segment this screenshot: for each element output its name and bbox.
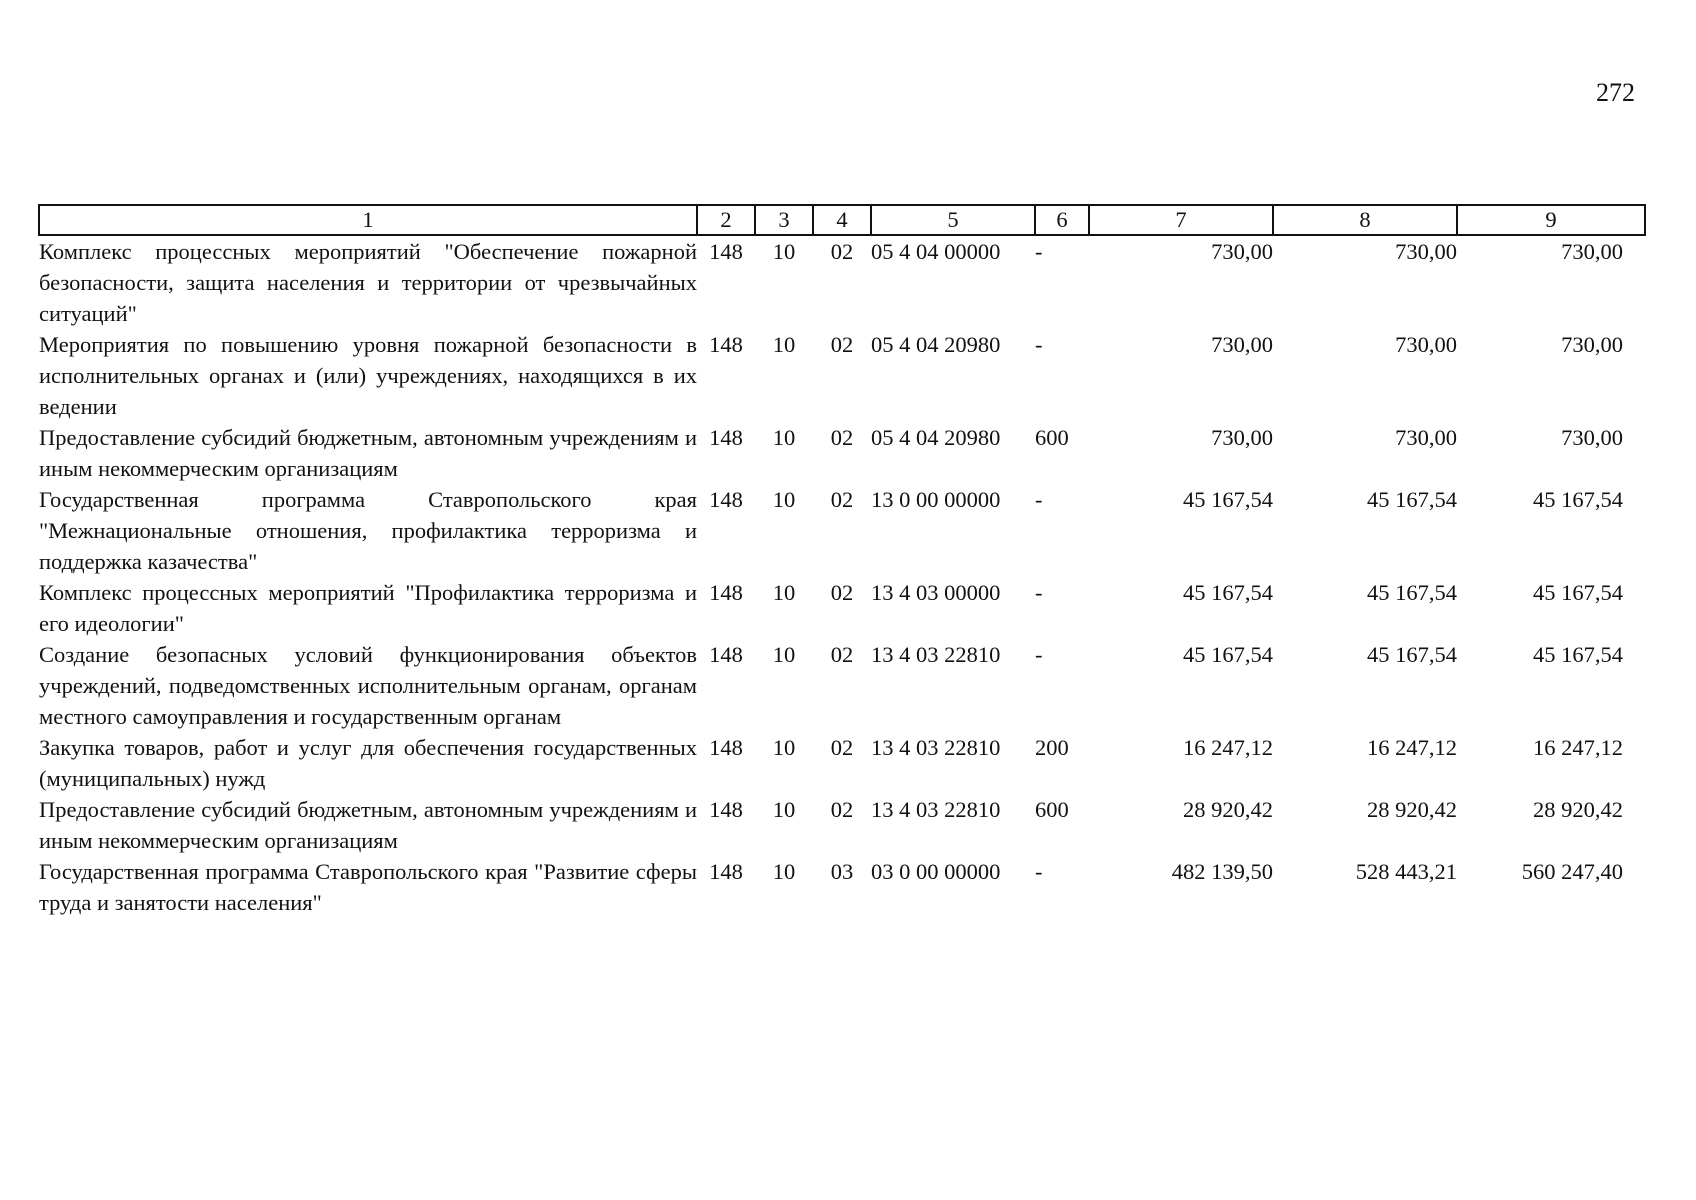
amount-cell: 45 167,54 (1533, 642, 1623, 667)
amount-cell: 730,00 (1395, 425, 1457, 450)
table-row (39, 856, 1645, 918)
amount-cell: 730,00 (1395, 239, 1457, 264)
amount-cell: 28 920,42 (1183, 797, 1273, 822)
cell: 148 (709, 735, 743, 760)
cell: 10 (772, 487, 796, 512)
cell: 05 4 04 20980 (871, 425, 1001, 450)
header-row (39, 205, 1645, 235)
cell: 13 4 03 00000 (871, 580, 1001, 605)
header-cell: 6 (1035, 205, 1089, 235)
amount-cell: 45 167,54 (1183, 487, 1273, 512)
table-row (39, 422, 1645, 484)
item-name-cell: Создание безопасных условий функционирования объектов учреждений, подведомственных исполнительным органам, органам местного самоуправления и государственным органам (39, 642, 697, 729)
header-cell: 3 (755, 205, 813, 235)
cell: 10 (772, 735, 796, 760)
cell: 10 (772, 797, 796, 822)
amount-cell: 730,00 (1561, 425, 1623, 450)
cell: 148 (709, 642, 743, 667)
amount-cell: 482 139,50 (1171, 859, 1273, 884)
amount-cell: 730,00 (1561, 332, 1623, 357)
amount-cell: 730,00 (1211, 332, 1273, 357)
item-name-cell: Предоставление субсидий бюджетным, автономным учреждениям и иным некоммерческим организациям (39, 425, 697, 481)
amount-cell: 45 167,54 (1183, 580, 1273, 605)
header-cell: 9 (1457, 205, 1645, 235)
cell: 05 4 04 00000 (871, 239, 1001, 264)
cell: 600 (1035, 425, 1069, 450)
amount-cell: 16 247,12 (1367, 735, 1457, 760)
table-row (39, 577, 1645, 639)
header-cell: 8 (1273, 205, 1457, 235)
header-cell: 5 (871, 205, 1035, 235)
cell: 600 (1035, 797, 1069, 822)
amount-cell: 45 167,54 (1367, 580, 1457, 605)
cell: - (1035, 487, 1043, 512)
amount-cell: 28 920,42 (1533, 797, 1623, 822)
cell: 148 (709, 580, 743, 605)
cell: 03 0 00 00000 (871, 859, 1001, 884)
header-cell: 4 (813, 205, 871, 235)
cell: 13 4 03 22810 (871, 735, 1001, 760)
item-name-cell: Комплекс процессных мероприятий "Профилактика терроризма и его идеологии" (39, 580, 697, 636)
table-row (39, 235, 1645, 329)
amount-cell: 528 443,21 (1355, 859, 1457, 884)
cell: - (1035, 859, 1043, 884)
amount-cell: 45 167,54 (1367, 487, 1457, 512)
table-row (39, 329, 1645, 422)
amount-cell: 730,00 (1211, 239, 1273, 264)
cell: 02 (830, 332, 854, 357)
cell: 148 (709, 332, 743, 357)
amount-cell: 16 247,12 (1533, 735, 1623, 760)
cell: 10 (772, 239, 796, 264)
amount-cell: 28 920,42 (1367, 797, 1457, 822)
amount-cell: 45 167,54 (1533, 487, 1623, 512)
cell: 10 (772, 332, 796, 357)
cell: 13 4 03 22810 (871, 642, 1001, 667)
table-row (39, 732, 1645, 794)
amount-cell: 730,00 (1211, 425, 1273, 450)
amount-cell: 16 247,12 (1183, 735, 1273, 760)
amount-cell: 730,00 (1561, 239, 1623, 264)
cell: - (1035, 332, 1043, 357)
budget-table (38, 204, 1646, 918)
amount-cell: 45 167,54 (1533, 580, 1623, 605)
cell: 148 (709, 239, 743, 264)
cell: 05 4 04 20980 (871, 332, 1001, 357)
cell: 02 (830, 580, 854, 605)
amount-cell: 560 247,40 (1521, 859, 1623, 884)
cell: 02 (830, 642, 854, 667)
cell: 10 (772, 859, 796, 884)
page-number: 272 (1596, 78, 1635, 107)
item-name-cell: Закупка товаров, работ и услуг для обеспечения государственных (муниципальных) нужд (39, 735, 697, 791)
item-name-cell: Предоставление субсидий бюджетным, автономным учреждениям и иным некоммерческим организациям (39, 797, 697, 853)
header-cell: 7 (1089, 205, 1273, 235)
cell: 13 0 00 00000 (871, 487, 1001, 512)
cell: 03 (830, 859, 854, 884)
item-name-cell: Мероприятия по повышению уровня пожарной безопасности в исполнительных органах и (или) учреждениях, находящихся в их ведении (39, 332, 697, 419)
cell: 10 (772, 642, 796, 667)
cell: - (1035, 239, 1043, 264)
table-row (39, 484, 1645, 577)
cell: 02 (830, 797, 854, 822)
cell: - (1035, 580, 1043, 605)
cell: 200 (1035, 735, 1069, 760)
cell: 148 (709, 859, 743, 884)
cell: 02 (830, 735, 854, 760)
cell: 10 (772, 425, 796, 450)
cell: 148 (709, 797, 743, 822)
cell: 02 (830, 239, 854, 264)
item-name-cell: Государственная программа Ставропольского края "Развитие сферы труда и занятости населения" (39, 859, 697, 915)
header-cell: 1 (39, 205, 697, 235)
cell: 148 (709, 487, 743, 512)
item-name-cell: Государственная программа Ставропольского края "Межнациональные отношения, профилактика терроризма и поддержка казачества" (39, 487, 697, 574)
cell: 10 (772, 580, 796, 605)
cell: 13 4 03 22810 (871, 797, 1001, 822)
amount-cell: 45 167,54 (1367, 642, 1457, 667)
amount-cell: 730,00 (1395, 332, 1457, 357)
cell: 148 (709, 425, 743, 450)
item-name-cell: Комплекс процессных мероприятий "Обеспечение пожарной безопасности, защита населения и территории от чрезвычайных ситуаций" (39, 239, 697, 326)
cell: - (1035, 642, 1043, 667)
cell: 02 (830, 487, 854, 512)
table-row (39, 794, 1645, 856)
header-cell: 2 (697, 205, 755, 235)
cell: 02 (830, 425, 854, 450)
table-row (39, 639, 1645, 732)
amount-cell: 45 167,54 (1183, 642, 1273, 667)
